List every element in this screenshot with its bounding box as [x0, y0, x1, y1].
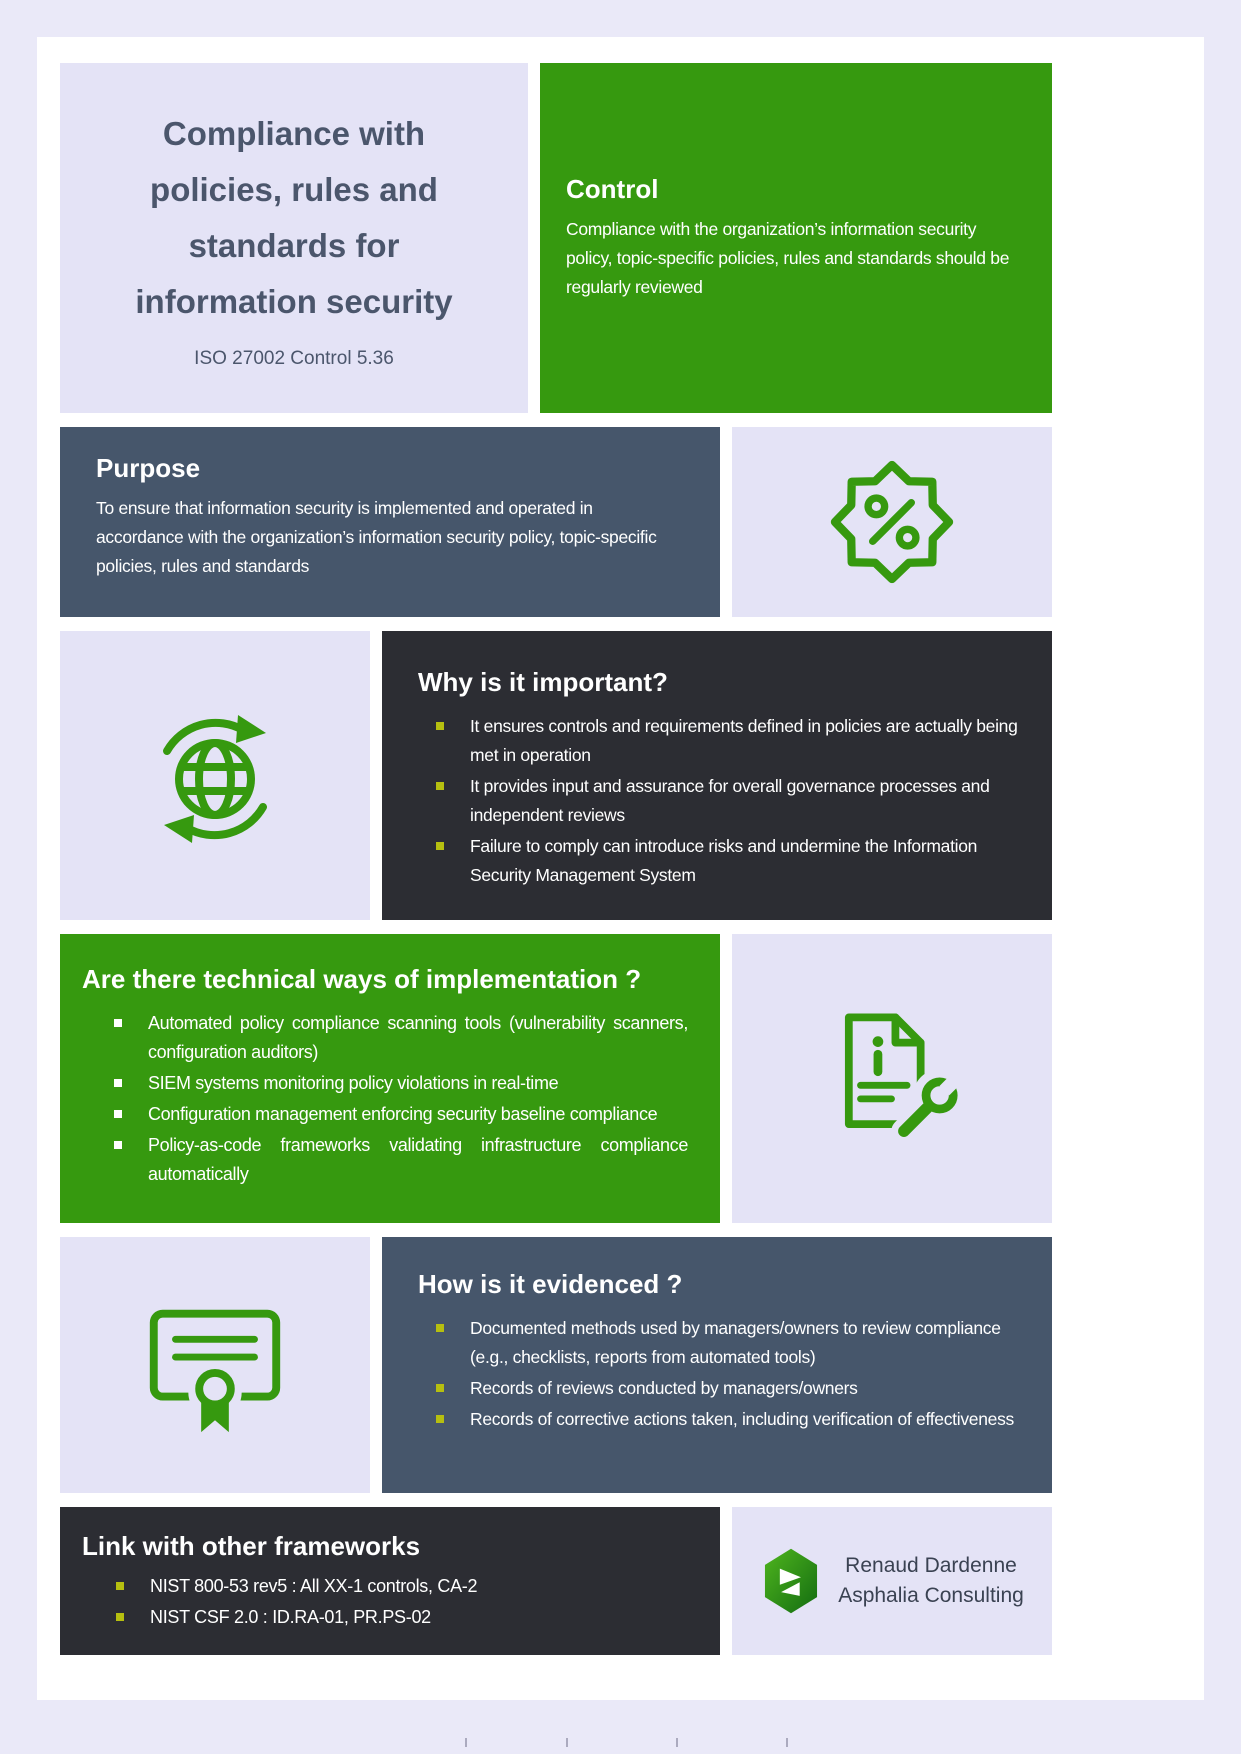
why-bullet-list [434, 712, 1034, 890]
frameworks-card [60, 1507, 720, 1655]
brand-card [732, 1507, 1052, 1655]
purpose-card [60, 427, 720, 617]
why-heading: Why is it important? [418, 667, 668, 697]
document-wrench-icon [810, 996, 975, 1161]
bullet-item: NIST 800-53 rev5 : All XX-1 controls, CA-2 [114, 1572, 698, 1601]
evidence-card [382, 1237, 1052, 1493]
globe-sync-card [60, 631, 370, 920]
purpose-heading: Purpose [96, 453, 201, 483]
footer-tick [786, 1738, 788, 1747]
certificate-award-icon [136, 1286, 294, 1444]
why-important-card [382, 631, 1052, 920]
percent-badge-icon [823, 453, 961, 591]
certificate-card [60, 1237, 370, 1493]
control-body: Compliance with the organization’s information security policy, topic-specific policies, rules and standards should be regularly reviewed [566, 219, 1010, 297]
evidence-bullet-list [434, 1314, 1034, 1434]
footer-tick [465, 1738, 467, 1747]
control-heading: Control [566, 174, 659, 204]
brand-name: Renaud Dardenne [845, 1554, 1017, 1577]
bullet-item: NIST CSF 2.0 : ID.RA-01, PR.PS-02 [114, 1603, 698, 1632]
implementation-heading: Are there technical ways of implementation ? [82, 964, 642, 994]
brand-company: Asphalia Consulting [838, 1584, 1024, 1607]
bullet-item: Configuration management enforcing security baseline compliance [112, 1100, 688, 1129]
evidence-heading: How is it evidenced ? [418, 1269, 683, 1299]
implementation-card [60, 934, 720, 1223]
bullet-item: It ensures controls and requirements defined in policies are actually being met in operation [434, 712, 1034, 770]
bullet-item: Records of reviews conducted by managers/owners [434, 1374, 1034, 1403]
purpose-body: To ensure that information security is implemented and operated in accordance with the organization’s information security policy, topic-specific policies, rules and standards [96, 498, 657, 576]
frameworks-heading: Link with other frameworks [82, 1531, 421, 1561]
implementation-bullet-list [112, 1009, 688, 1189]
bullet-item: Policy-as-code frameworks validating infrastructure compliance automatically [112, 1131, 688, 1189]
globe-sync-icon [140, 701, 290, 851]
brand-text [838, 1551, 1024, 1611]
bullet-item: Automated policy compliance scanning tools (vulnerability scanners, configuration auditors) [112, 1009, 688, 1067]
control-card [540, 63, 1052, 413]
bullet-item: It provides input and assurance for overall governance processes and independent reviews [434, 772, 1034, 830]
bullet-item: Failure to comply can introduce risks and undermine the Information Security Management System [434, 832, 1034, 890]
hexagon-logo-icon [760, 1546, 822, 1616]
title-card [60, 63, 528, 413]
bullet-item: SIEM systems monitoring policy violations in real-time [112, 1069, 688, 1098]
bullet-item: Records of corrective actions taken, including verification of effectiveness [434, 1405, 1034, 1434]
footer-tick [676, 1738, 678, 1747]
document-wrench-card [732, 934, 1052, 1223]
percent-badge-card [732, 427, 1052, 617]
bullet-item: Documented methods used by managers/owners to review compliance (e.g., checklists, reports from automated tools) [434, 1314, 1034, 1372]
footer-tick [566, 1738, 568, 1747]
page-title: Compliance with policies, rules and standards for information security [135, 115, 453, 320]
frameworks-bullet-list [114, 1572, 698, 1632]
control-reference: ISO 27002 Control 5.36 [194, 348, 394, 369]
